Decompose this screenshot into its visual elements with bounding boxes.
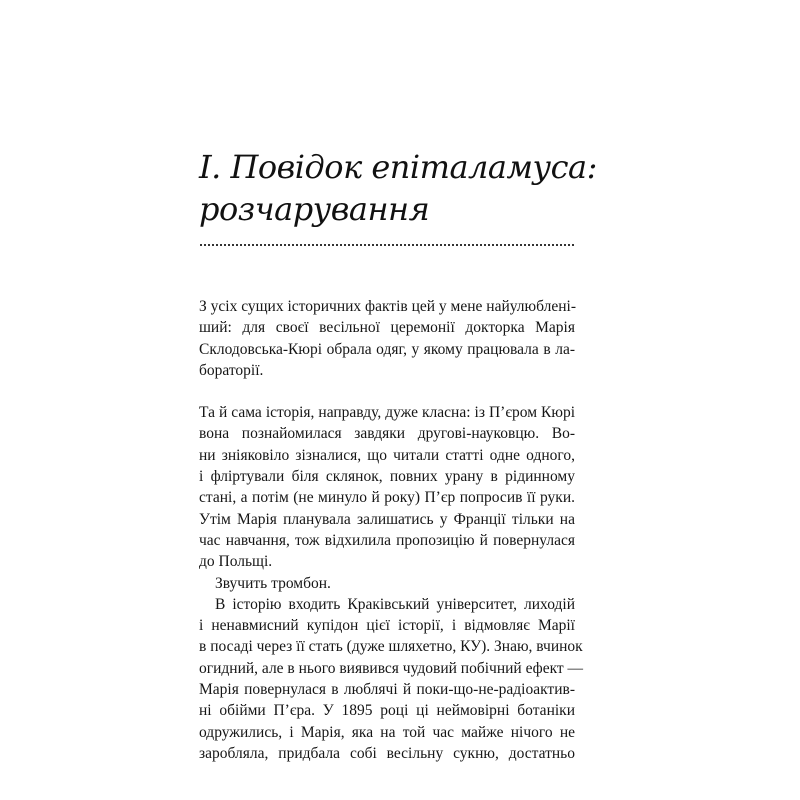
paragraph [199,573,575,594]
text-line: огидний, але в нього виявився чудовий побічний ефект — [199,659,584,677]
chapter-title [199,146,599,230]
chapter-title-line: І. Повідок епіталамуса: [199,148,597,186]
paragraph [199,594,584,764]
dotted-divider [200,244,574,246]
body-text [199,296,584,764]
text-line: і фліртували біля склянок, повних урану в рідинному [199,468,575,486]
text-line: і ненавмисний купідон цієї історії, і відмовляє Марії [199,617,575,635]
text-line: бораторії. [199,361,264,379]
text-line: Звучить тромбон. [215,574,331,592]
text-line: до Польщі. [199,553,273,571]
text-line: Склодовська-Кюрі обрала одяг, у якому працювала в ла- [199,340,575,358]
text-line: Марія повернулася в люблячі й поки-що-не-радіоактив- [199,681,575,699]
text-line: Утім Марія планувала залишатись у Франції тільки на [199,510,575,528]
paragraph [199,402,575,572]
text-line: заробляла, придбала собі весільну сукню, достатньо [199,744,575,762]
text-line: в посаді через її стать (дуже шляхетно, КУ). Знаю, вчинок [199,638,583,656]
text-line: З усіх сущих історичних фактів цей у мене найулюблені- [199,298,577,315]
text-line: вона познайомилася завдяки другові-науковцю. Во- [199,425,575,443]
text-line: ні обійми П’єра. У 1895 році ці неймовірні ботаніки [199,702,575,720]
text-line: одружились, і Марія, яка на той час майже нічого не [199,723,575,741]
text-line: час навчання, тож відхилила пропозицію й повернулася [199,531,575,549]
text-line: В історію входить Краківський університет, лиходій [215,595,575,613]
text-line: ни зніяковіло зізналися, що читали статті одне одного, [199,446,575,464]
text-line: ший: для своєї весільної церемонії докторка Марія [199,319,575,337]
paragraph-gap [199,381,575,402]
text-line: Та й сама історія, направду, дуже класна: із П’єром Кюрі [199,404,575,422]
chapter-title-line: розчарування [199,190,430,228]
paragraph [199,296,575,381]
text-line: стані, а потім (не минуло й року) П’єр попросив її руки. [199,489,575,507]
